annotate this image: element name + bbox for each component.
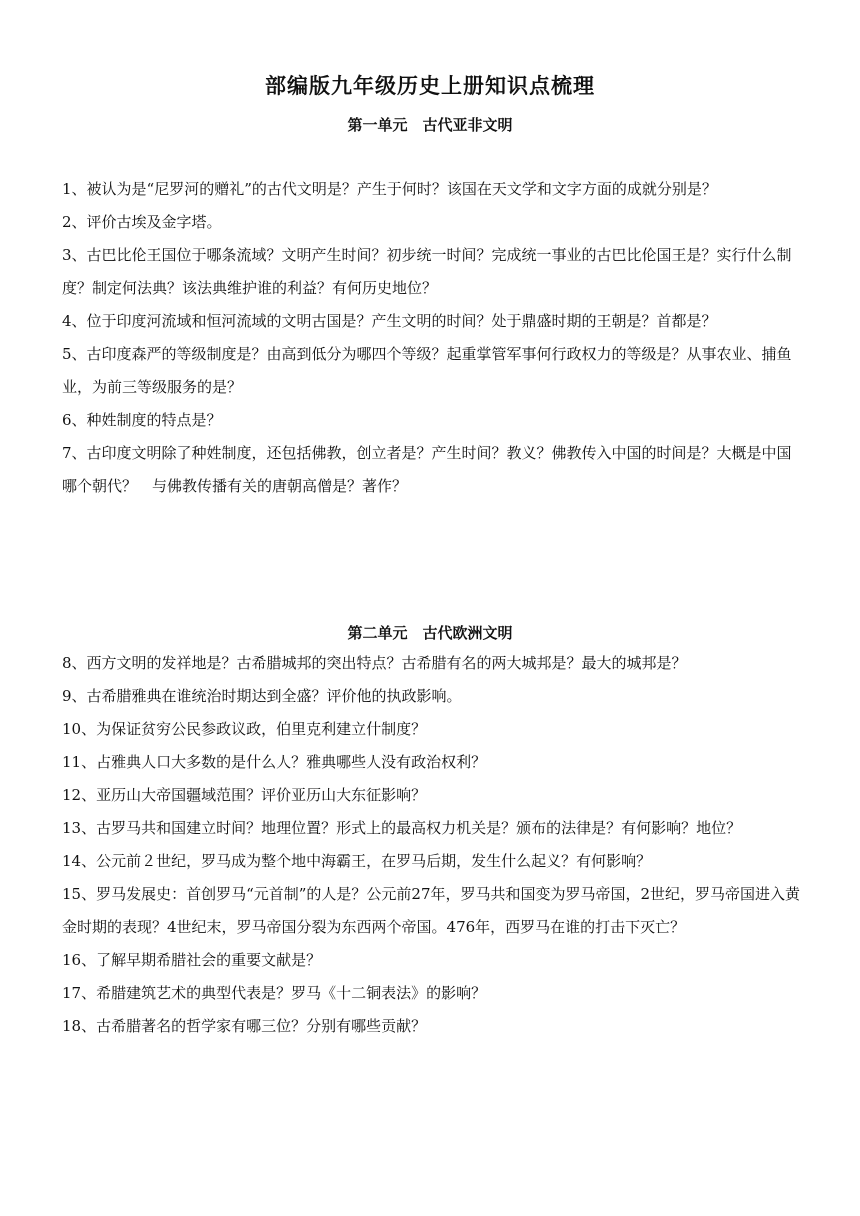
question-9: 9、古希腊雅典在谁统治时期达到全盛？评价他的执政影响。 xyxy=(62,687,462,705)
question-18: 18、古希腊著名的哲学家有哪三位？分别有哪些贡献？ xyxy=(62,1017,427,1035)
question-4: 4、位于印度河流域和恒河流域的文明古国是？产生文明的时间？处于鼎盛时期的王朝是？首都是？ xyxy=(62,312,717,330)
question-6: 6、种姓制度的特点是？ xyxy=(62,411,222,429)
question-12: 12、亚历山大帝国疆域范围？评价亚历山大东征影响？ xyxy=(62,786,427,804)
question-16: 16、了解早期希腊社会的重要文献是？ xyxy=(62,951,322,969)
question-11: 11、占雅典人口大多数的是什么人？雅典哪些人没有政治权利？ xyxy=(62,753,487,771)
question-3: 3、古巴比伦王国位于哪条流域？文明产生时间？初步统一时间？完成统一事业的古巴比伦国王是？实行什么制度？制定何法典？该法典维护谁的利益？有何历史地位？ xyxy=(62,246,792,297)
unit1-question-list xyxy=(62,173,802,503)
question-14: 14、公元前２世纪，罗马成为整个地中海霸王，在罗马后期，发生什么起义？有何影响？ xyxy=(62,852,652,870)
question-17: 17、希腊建筑艺术的典型代表是？罗马《十二铜表法》的影响？ xyxy=(62,984,487,1002)
question-7: 7、古印度文明除了种姓制度，还包括佛教，创立者是？产生时间？教义？佛教传入中国的时间是？大概是中国哪个朝代？ 与佛教传播有关的唐朝高僧是？著作？ xyxy=(62,444,792,495)
question-15: 15、罗马发展史：首创罗马“元首制”的人是？公元前27年，罗马共和国变为罗马帝国，2世纪，罗马帝国进入黄金时期的表现？4世纪末，罗马帝国分裂为东西两个帝国。476年，西罗马在谁的打击下灭亡？ xyxy=(62,885,801,936)
document-title: 部编版九年级历史上册知识点梳理 xyxy=(265,73,595,98)
unit1-heading: 第一单元 古代亚非文明 xyxy=(347,116,513,134)
unit2-heading: 第二单元 古代欧洲文明 xyxy=(347,624,513,642)
unit2-question-list xyxy=(62,647,802,1043)
question-13: 13、古罗马共和国建立时间？地理位置？形式上的最高权力机关是？颁布的法律是？有何影响？地位？ xyxy=(62,819,742,837)
question-2: 2、评价古埃及金字塔。 xyxy=(62,213,222,231)
question-10: 10、为保证贫穷公民参政议政，伯里克利建立什制度？ xyxy=(62,720,427,738)
question-1: 1、被认为是“尼罗河的赠礼”的古代文明是？产生于何时？该国在天文学和文字方面的成就分别是？ xyxy=(62,180,717,198)
question-8: 8、西方文明的发祥地是？古希腊城邦的突出特点？古希腊有名的两大城邦是？最大的城邦是？ xyxy=(62,654,687,672)
question-5: 5、古印度森严的等级制度是？由高到低分为哪四个等级？起重掌管军事何行政权力的等级是？从事农业、捕鱼业，为前三等级服务的是？ xyxy=(62,345,792,396)
